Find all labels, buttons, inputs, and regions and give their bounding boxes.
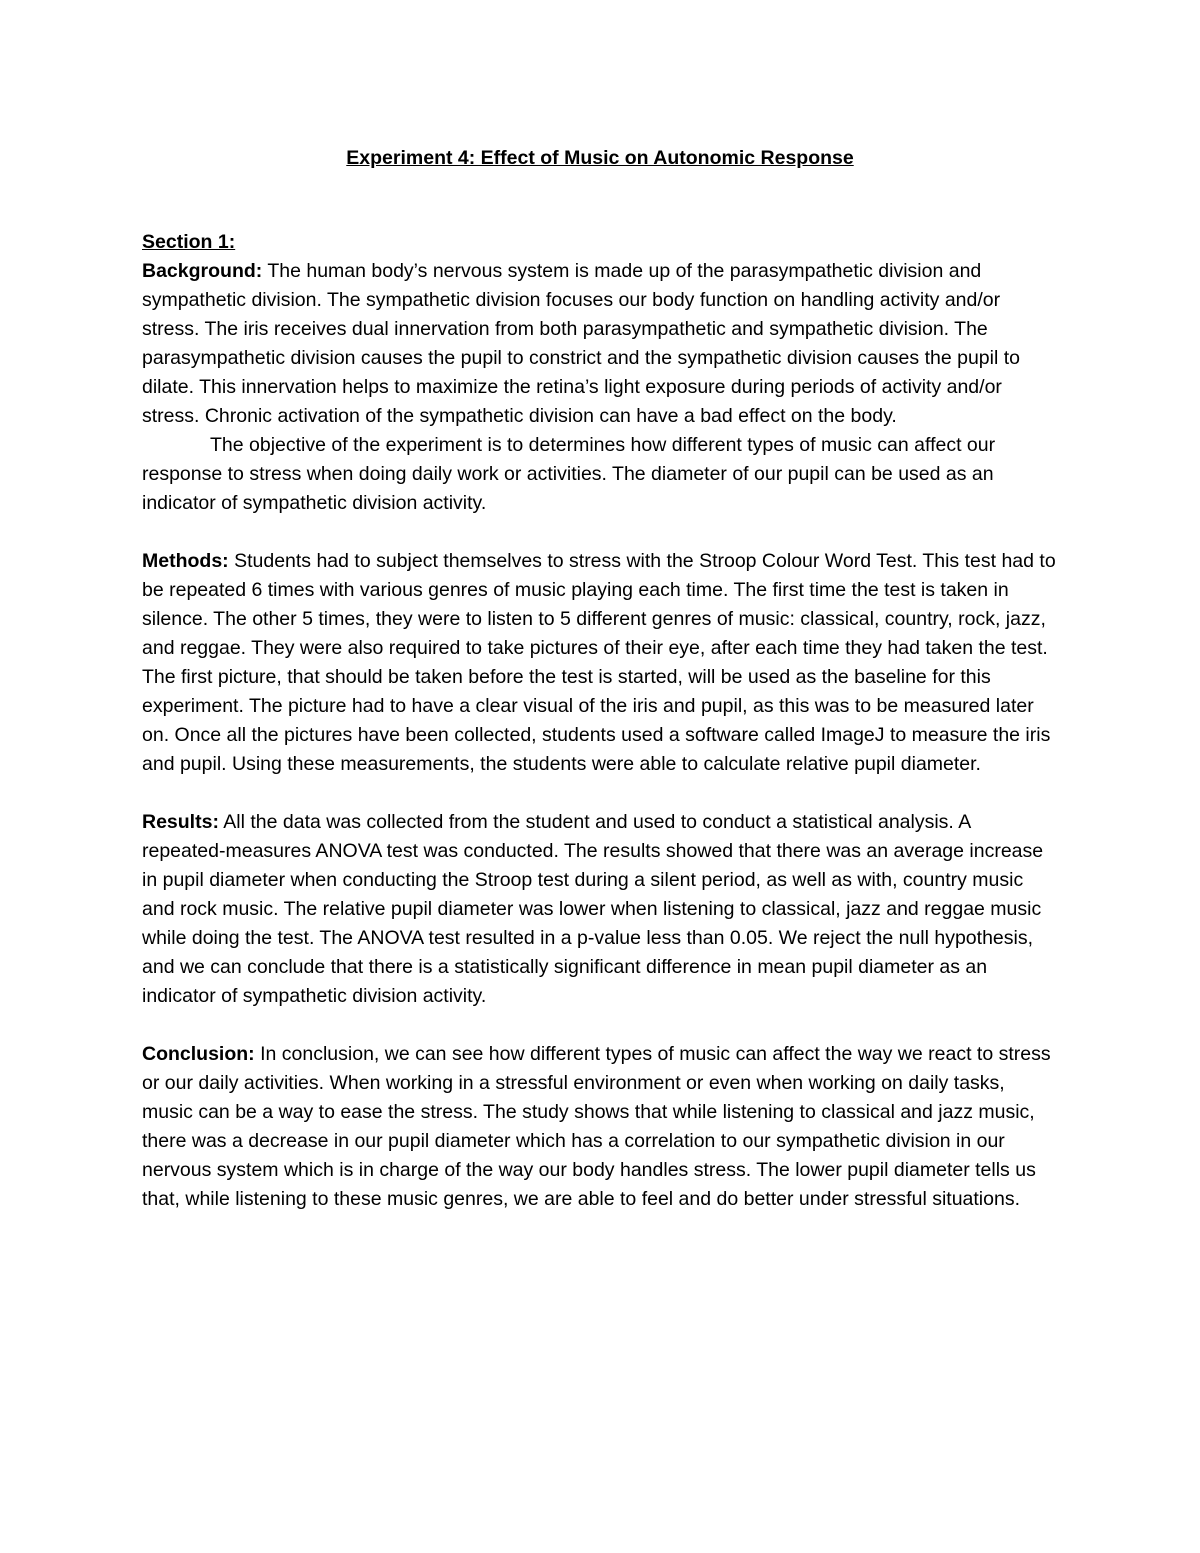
methods-paragraph: [142, 547, 1058, 779]
background-label: Background:: [142, 260, 263, 282]
paragraph-gap: [142, 779, 1058, 808]
conclusion-label: Conclusion:: [142, 1043, 255, 1065]
methods-label: Methods:: [142, 550, 229, 572]
background-paragraph: [142, 257, 1058, 431]
document-body: [142, 228, 1058, 1214]
section-heading: Section 1:: [142, 231, 236, 253]
results-label: Results:: [142, 811, 219, 833]
conclusion-paragraph: [142, 1040, 1058, 1214]
results-paragraph: [142, 808, 1058, 1011]
background-text: The human body’s nervous system is made up of the parasympathetic division and sympathetic division. The sympathetic division focuses our body function on handling activity and/or stress. The iris receives dual innervation from both parasympathetic and sympathetic division. The parasympathetic division causes the pupil to constrict and the sympathetic division causes the pupil to dilate. This innervation helps to maximize the retina’s light exposure during periods of activity and/or stress. Chronic activation of the sympathetic division can have a bad effect on the body.: [142, 260, 1020, 427]
document-title: Experiment 4: Effect of Music on Autonomic Response: [346, 147, 854, 169]
paragraph-gap: [142, 1011, 1058, 1040]
objective-paragraph: The objective of the experiment is to determines how different types of music can affect our response to stress when doing daily work or activities. The diameter of our pupil can be used as an indicator of sympathetic division activity.: [142, 434, 996, 514]
paragraph-gap: [142, 518, 1058, 547]
methods-text: Students had to subject themselves to stress with the Stroop Colour Word Test. This test had to be repeated 6 times with various genres of music playing each time. The first time the test is taken in silence. The other 5 times, they were to listen to 5 different genres of music: classical, country, rock, jazz, and reggae. They were also required to take pictures of their eye, after each time they had taken the test. The first picture, that should be taken before the test is started, will be used as the baseline for this experiment. The picture had to have a clear visual of the iris and pupil, as this was to be measured later on. Once all the pictures have been collected, students used a software called ImageJ to measure the iris and pupil. Using these measurements, the students were able to calculate relative pupil diameter.: [142, 550, 1056, 775]
results-text: All the data was collected from the student and used to conduct a statistical analysis. A repeated-measures ANOVA test was conducted. The results showed that there was an average increase in pupil diameter when conducting the Stroop test during a silent period, as well as with, country music and rock music. The relative pupil diameter was lower when listening to classical, jazz and reggae music while doing the test. The ANOVA test resulted in a p-value less than 0.05. We reject the null hypothesis, and we can conclude that there is a statistically significant difference in mean pupil diameter as an indicator of sympathetic division activity.: [142, 811, 1044, 1007]
conclusion-text: In conclusion, we can see how different types of music can affect the way we react to stress or our daily activities. When working in a stressful environment or even when working on daily tasks, music can be a way to ease the stress. The study shows that while listening to classical and jazz music, there was a decrease in our pupil diameter which has a correlation to our sympathetic division in our nervous system which is in charge of the way our body handles stress. The lower pupil diameter tells us that, while listening to these music genres, we are able to feel and do better under stressful situations.: [142, 1043, 1051, 1210]
